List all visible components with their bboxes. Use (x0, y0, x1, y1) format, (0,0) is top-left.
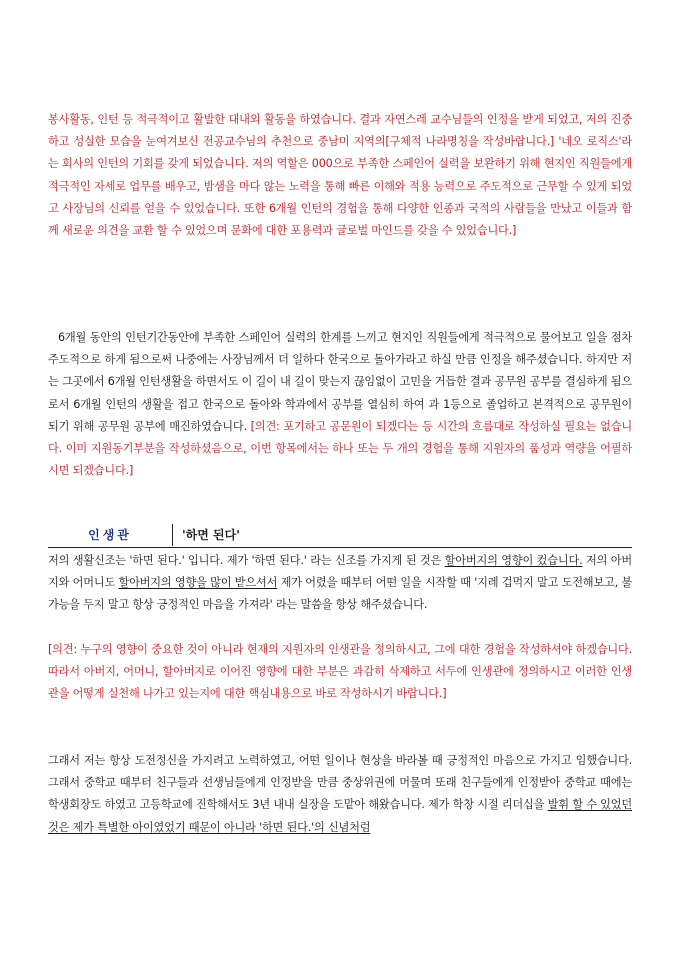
motto-text-2: 저의 아버지와 어머니도 (48, 554, 632, 590)
paragraph-internship-red: 봉사활동, 인턴 등 적극적이고 활발한 대내외 활동을 하였습니다. 결과 자연스레 교수님들의 인정을 받게 되었고, 저의 진중하고 성실한 모습을 눈여겨보신 전공교수님의 추천으로 중남미 지역의[구체적 나라명칭을 작성바랍니다.] '네오 로직스'라는 회사의 인턴의 기회를 갖게 되었습니다. 저의 역할은 000으로 부족한 스페인어 실력을 보완하기 위해 현지인 직원들에게 적극적인 자세로 업무를 배우고, 밤샘을 마다 않는 노력을 통해 빠른 이해와 적용 능력으로 주도적으로 근무할 수 있게 되었고 사장님의 신뢰를 얻을 수 있었습니다. 또한 6개월 인턴의 경험을 통해 다양한 인종과 국적의 사람들을 만났고 이들과 함께 새로운 의견을 교환 할 수 있었으며 문화에 대한 포용력과 글로벌 마인드를 갖을 수 있었습니다.] (48, 113, 632, 238)
paragraph-internship-period (48, 327, 632, 482)
comment-life-view: [의견: 누구의 영향이 중요한 것이 아니라 현재의 지원자의 인생관을 정의하시고, 그에 대한 경험을 작성하셔야 하겠습니다. 따라서 아버지, 어머니, 할아버지로 이어진 영향에 대한 부분은 과감히 삭제하고 서두에 인생관에 정의하시고 이러한 인생관을 어떻게 실천해 나가고 있는지에 대한 핵심내용으로 바로 작성하시기 바랍니다.] (48, 643, 632, 701)
motto-text-1: 저의 생활신조는 '하면 된다.' 입니다. 제가 '하면 된다.' 라는 신조를 가지게 된 것은 (48, 554, 445, 567)
paragraph-life-motto (48, 550, 632, 617)
leadership-underline: 발휘 할 수 있었던 것은 제가 특별한 아이였었기 때문이 아니라 '하면 된다.'의 신념처럼 (48, 798, 632, 834)
motto-underline-2: 할아버지의 영향을 많이 받으셔서 (118, 576, 278, 590)
leadership-text: 그래서 저는 항상 도전정신을 가지려고 노력하였고, 어떤 일이나 현상을 바라볼 때 긍정적인 마음으로 가지고 임했습니다. 그래서 중학교 때부터 친구들과 선생님들에게 인정받을 만큼 중상위권에 머물며 또래 친구들에게 인정받아 중학교 때에는 학생회장도 하였고 고등학교에 진학해서도 3년 내내 실장을 도맡아 해왔습니다. 제가 학창 시절 리더십을 (48, 754, 632, 812)
section-heading-label: 인생관 (48, 524, 173, 546)
section-heading (48, 524, 632, 548)
motto-underline-1: 할아버지의 영향이 컸습니다. (444, 554, 583, 567)
motto-text-3: 제가 어렸을 때부터 어떤 일을 시작할 때 '지레 겁먹지 말고 도전해보고, 불가능을 두지 말고 항상 긍정적인 마음을 가져라' 라는 말씀을 항상 해주셨습니다. (48, 576, 632, 612)
comment-note: [의견: 포기하고 공문원이 되겠다는 등 시간의 흐름대로 작성하실 필요는 없습니다. 이미 지원동기부분을 작성하셨음으로, 이번 항목에서는 하나 또는 두 개의 경험을 통해 지원자의 품성과 역량을 어필하시면 되겠습니다.] (48, 419, 632, 478)
paragraph-internship-text: 6개월 동안의 인턴기간동안에 부족한 스페인어 실력의 한계를 느끼고 현지인 직원들에게 적극적으로 물어보고 일을 점차 주도적으로 하게 됨으로써 나중에는 사장님께서 더 일하다 한국으로 돌아가라고 하실 만큼 인정을 해주셨습니다. 하지만 저는 그곳에서 6개월 인턴생활을 하면서도 이 길이 내 길이 맞는지 끊임없이 고민을 거듭한 결과 공무원 공부를 결심하게 됨으로서 6개월 인턴의 생활을 접고 한국으로 돌아와 학과에서 공부를 열심히 하여 과 1등으로 졸업하고 본격적으로 공무원이 되기 위해 공무원 공부에 매진하였습니다. (48, 331, 632, 433)
section-heading-title: '하면 된다' (182, 528, 240, 542)
paragraph-leadership (48, 750, 632, 839)
